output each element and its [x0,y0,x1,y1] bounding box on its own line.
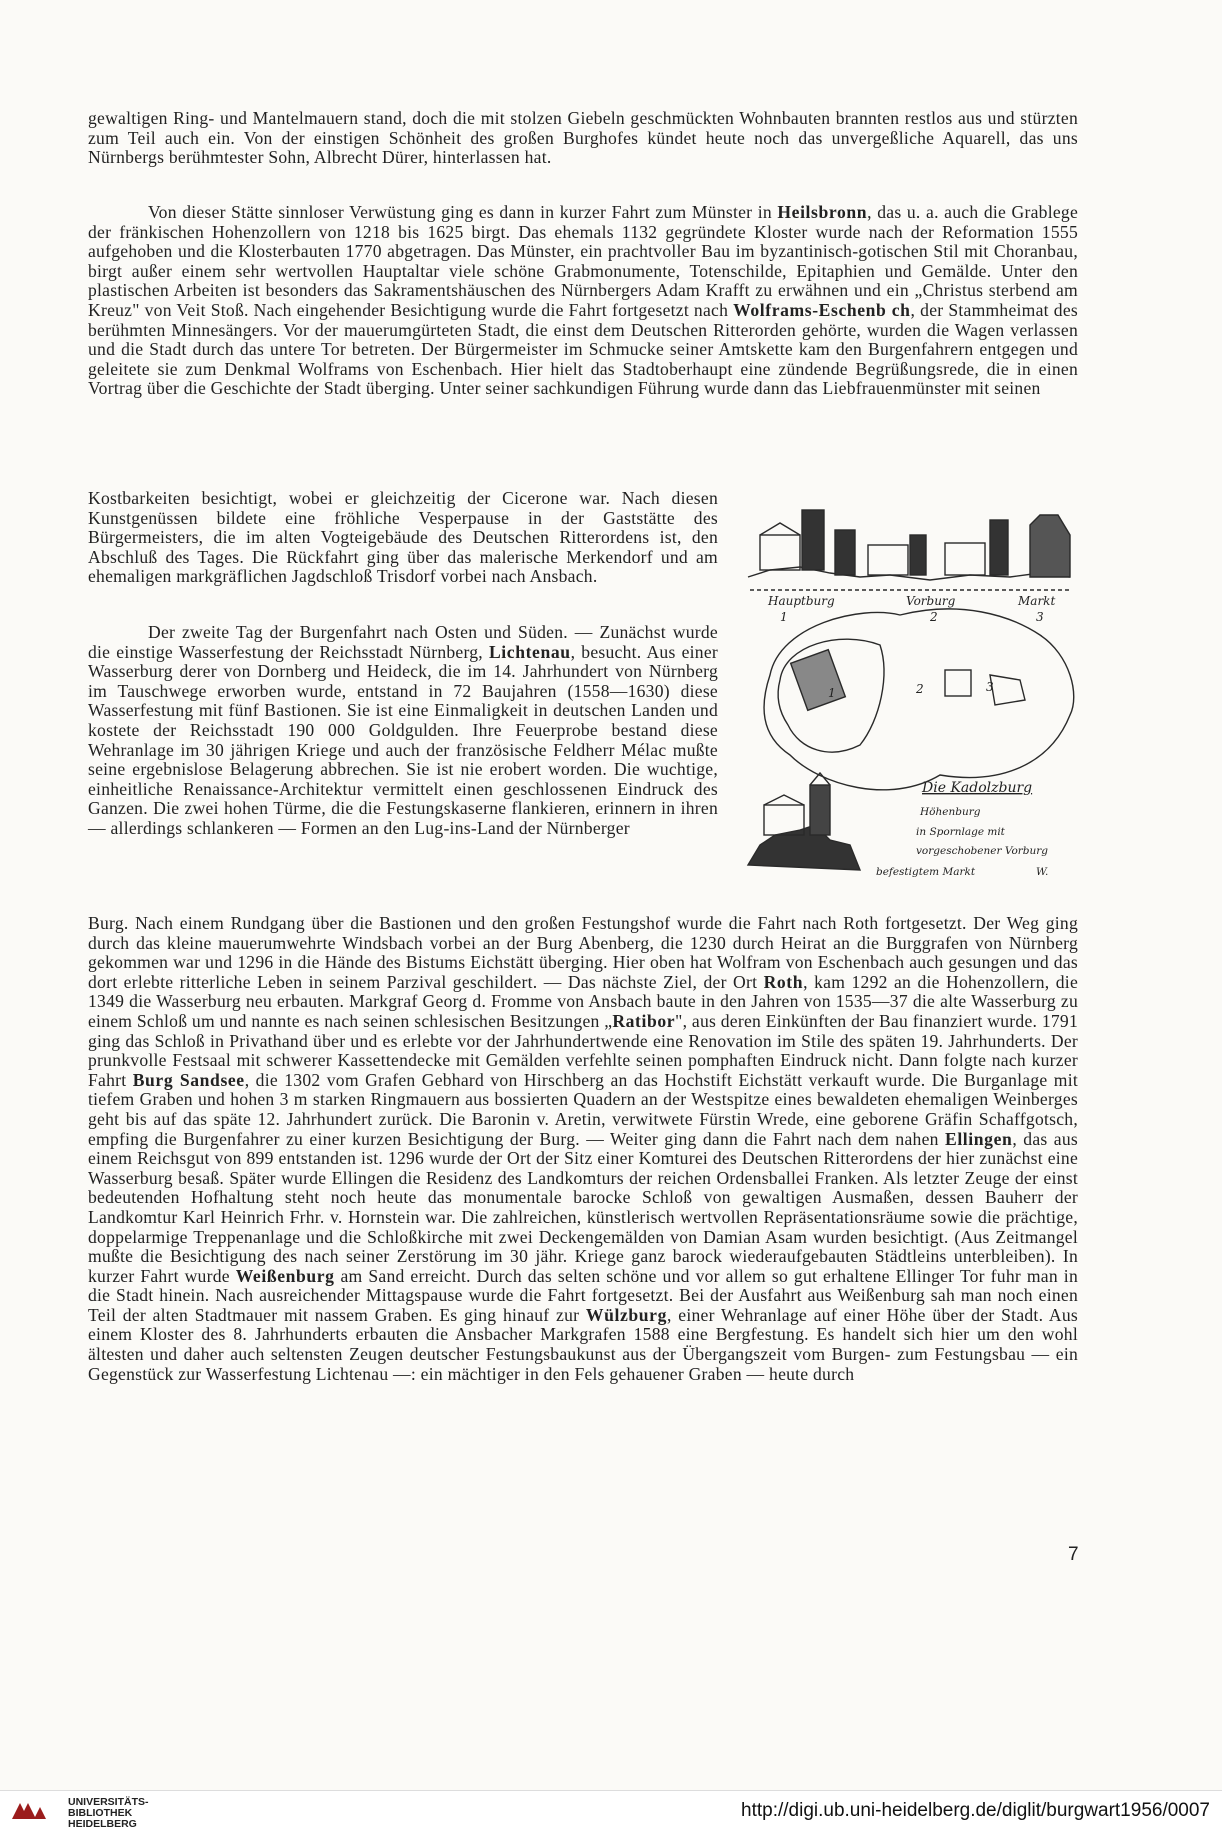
paragraph-2-text [88,203,1078,399]
place-burg-sandsee: Burg Sandsee [132,1069,245,1090]
sketch-title: Die Kadolzburg [922,780,1033,796]
label-vorburg: Vorburg [906,594,956,608]
text-run: , kam 1292 an die Hohenzollern, die 1349 die Wasserburg neu erbauten. Markgraf Georg d. Fromme von Ansbach baute in den Jahren von 1535—37 die alte Wasserburg zu einem Schloß um und nannte es nach seinen schlesischen Besitzungen „ [88,971,1078,1031]
sketch-caption-line-2: in Spornlage mit [916,826,1005,838]
paragraph-2 [88,203,1078,399]
text-run: Der zweite Tag der Burgenfahrt nach Osten und Süden. — Zunächst wurde die einstige Wasserfestung der Reichsstadt Nürnberg, [88,622,718,662]
library-name-line-2: BIBLIOTHEK [68,1807,133,1819]
plan-number-1: 1 [828,686,836,700]
text-run: , die 1302 vom Grafen Gebhard von Hirschberg an das Hochstift Eichstätt verkauft wurde. Die Burganlage mit tiefem Graben und hohen 3 m starken Ringmauern aus bossierten Quadern an der Westspitze eines bewaldeten ehemaligen Weinberges geht bis auf das späte 12. Jahrhundert zurück. Die Baronin v. Aretin, verwitwete Fürstin Wrede, eine geborene Gräfin Schaffgotsch, empfing die Burgenfahrer zu einer kurzen Besichtigung der Burg. — Weiter ging dann die Fahrt nach dem nahen [88,1069,1078,1149]
page-number: 7 [1068,1544,1079,1565]
text-run: Burg. Nach einem Rundgang über die Bastionen und den großen Festungshof wurde die Fahrt nach Roth fortgesetzt. Der Weg ging durch das kleine mauerumwehrte Windsbach vorbei an der Burg Abenberg, die 1230 durch Heirat an die Burggrafen von Nürnberg gekommen war und 1296 in die Hände des Bistums Eichstätt überging. Hier oben hat Wolfram von Eschenbach auch gesungen und das dort erlebte ritterliche Leben in seinem Parzival geschildert. — Das nächste Ziel, der Ort [88,913,1078,992]
place-ratibor: Ratibor [612,1010,676,1031]
label-number-2: 2 [930,610,938,624]
label-markt: Markt [1018,594,1056,608]
text-run: ", aus deren Einkünften der Bau finanziert wurde. 1791 ging das Schloß in Privathand über und es erlebte vor der Jahrhundertwende eine Renovation im Stile des späten 19. Jahrhunderts. Der prunkvolle Festsaal mit schwerer Kassettendecke mit Gemälden verfehlte seinen pomphaften Eindruck nicht. Dann folgte nach kurzer Fahrt [88,1010,1079,1090]
text-run: , besucht. Aus einer Wasserburg derer von Dornberg und Heideck, die im 14. Jahrhundert von Nürnberg im Tauschwege erworben wurde, entstand in 72 Baujahren (1558—1630) diese Wasserfestung mit fünf Bastionen. Sie ist eine Einmaligkeit in deutschen Landen und kostete der Reichsstadt 190 000 Goldgulden. Ihre Feuerprobe bestand diese Wehranlage im 30 jährigen Kriege und auch der französische Feldherr Mélac mußte seine ergebnislose Belagerung abbrechen. Sie ist nie erobert worden. Die wuchtige, einheitliche Renaissance-Architektur vermittelt einen geschlossenen Eindruck des Ganzen. Die zwei hohen Türme, die die Festungskaserne flankieren, erinnern in ihren — allerdings schlankeren — Formen an den Lug-ins-Land der Nürnberger [88,641,718,838]
text-run: , das u. a. auch die Grablege der fränkischen Hohenzollern von 1218 bis 1625 birgt. Das ehemals 1132 gegründete Kloster wurde nach der Reformation 1555 aufgehoben und die Klosterbauten 1770 abgetragen. Das Münster, ein prachtvoller Bau im byzantinisch-gotischen Stil mit Choranbau, birgt außer einem sehr wertvollen Hauptaltar viele schöne Grabmonumente, Totenschilde, Epitaphien und Gemälde. Unter den plastischen Arbeiten ist besonders das Sakramentshäuschen des Nürnbergers Adam Krafft zu erwähnen und ein „Christus sterbend am Kreuz" von Veit Stoß. Nach eingehender Besichtigung wurde die Fahrt fortgesetzt nach [88,202,1078,320]
label-hauptburg: Hauptburg [768,594,835,608]
place-roth: Roth [763,971,804,992]
label-number-1: 1 [780,610,788,624]
paragraph-3-continued [88,914,1078,1384]
text-run: , einer Wehranlage auf einer Höhe über der Stadt. Aus einem Kloster des 8. Jahrhunderts erbauten die Ansbacher Markgrafen 1588 eine Bergfestung. Es handelt sich hier um den wohl ältesten und daher auch seltensten Zeugen deutscher Festungsbaukunst aus der Übergangszeit vom Burgen- zum Festungsbau — ein Gegenstück zur Wasserfestung Lichtenau —: ein mächtiger in den Fels gehauener Graben — heute durch [88,1304,1078,1384]
place-wuelzburg: Wülzburg [585,1304,667,1325]
paragraph-1-text: gewaltigen Ring- und Mantelmauern stand, doch die mit stolzen Giebeln geschmückten Wohnbauten brannten restlos aus und stürzten zum Teil auch ein. Von der einstigen Schönheit des großen Burghofes kündet heute noch das unvergeßliche Aquarell, das uns Nürnbergs berühmtester Sohn, Albrecht Dürer, hinterlassen hat. [88,108,1078,168]
library-logo-icon [10,1799,58,1823]
paragraph-3 [88,623,718,839]
place-ellingen: Ellingen [944,1128,1013,1149]
plan-number-2: 2 [916,682,924,696]
sketch-initial: W. [1036,866,1049,878]
kadolzburg-sketch [740,505,1080,895]
library-name-line-3: HEIDELBERG [68,1818,137,1830]
place-lichtenau: Lichtenau [488,641,571,662]
source-url[interactable]: http://digi.ub.uni-heidelberg.de/diglit/burgwart1956/0007 [741,1800,1210,1821]
library-name [68,1797,149,1830]
paragraph-2-continued-text: Kostbarkeiten besichtigt, wobei er gleichzeitig der Cicerone war. Nach diesen Kunstgenüssen bildete eine fröhliche Vesperpause in der Gaststätte des Bürgermeisters, die im alten Vogteigebäude des Deutschen Ritterordens ist, den Abschluß des Tages. Die Rückfahrt ging über das malerische Merkendorf und am ehemaligen markgräflichen Jagdschloß Trisdorf vorbei nach Ansbach. [88,488,718,587]
plan-number-3: 3 [986,680,994,694]
paragraph-3-continued-text [88,914,1078,1384]
text-run: , das aus einem Reichsgut von 899 entstanden ist. 1296 wurde der Ort der Sitz einer Komturei des Deutschen Ritterordens der hier zunächst eine Wasserburg besaß. Später wurde Ellingen die Residenz des Landkomturs der reichen Ordensballei Franken. Als letzter Zeuge der einst bedeutenden Hofhaltung steht noch heute das monumentale barocke Schloß von gewaltigen Ausmaßen, dessen Bauherr der Landkomtur Karl Heinrich Frhr. v. Hornstein war. Die zahlreichen, künstlerisch wertvollen Repräsentationsräume sowie die prächtige, doppelarmige Treppenanlage und die Schloßkirche mit zwei Deckengemälden von Damian Asam wurden besichtigt. (Aus Zeitmangel mußte die Besichtigung des nach seiner Zerstörung im 30 jähr. Kriege ganz barock wiederaufgebauten Städtleins unterbleiben). In kurzer Fahrt wurde [88,1128,1079,1286]
sketch-caption-line-1: Höhenburg [920,806,981,818]
paragraph-1 [88,109,1078,168]
text-run: Von dieser Stätte sinnloser Verwüstung ging es dann in kurzer Fahrt zum Münster in [148,202,778,222]
sketch-caption-line-3: vorgeschobener Vorburg [916,845,1049,857]
sketch-caption-line-4: befestigtem Markt [876,866,976,878]
paragraph-2-continued [88,489,718,587]
text-run: am Sand erreicht. Durch das selten schöne und vor allem so gut erhaltene Ellinger Tor fuhr man in die Stadt hinein. Nach ausreichender Mittagspause wurde die Fahrt fortgesetzt. Bei der Ausfahrt aus Weißenburg sah man noch einen Teil der alten Stadtmauer mit nassem Graben. Es ging hinauf zur [88,1265,1078,1325]
paragraph-3-text [88,623,718,839]
place-wolframs-eschenbach: Wolframs-Eschenb ch [733,299,911,320]
text-run: , der Stammheimat des berühmten Minnesängers. Vor der mauerumgürteten Stadt, die einst dem Deutschen Ritterorden gehörte, wurden die Wagen verlassen und die Stadt durch das untere Tor betreten. Der Bürgermeister im Schmucke seiner Amtskette kam den Burgenfahrern entgegen und geleitete sie zum Denkmal Wolframs von Eschenbach. Hier hielt das Stadtoberhaupt eine zündende Begrüßungsrede, die in einen Vortrag über die Geschichte der Stadt überging. Unter seiner sachkundigen Führung wurde dann das Liebfrauenmünster mit seinen [88,299,1078,399]
library-name-line-1: UNIVERSITÄTS- [68,1796,149,1808]
label-number-3: 3 [1036,610,1044,624]
place-weissenburg: Weißenburg [235,1265,335,1286]
place-heilsbronn: Heilsbronn [777,202,868,222]
footer-bar [0,1790,1222,1834]
